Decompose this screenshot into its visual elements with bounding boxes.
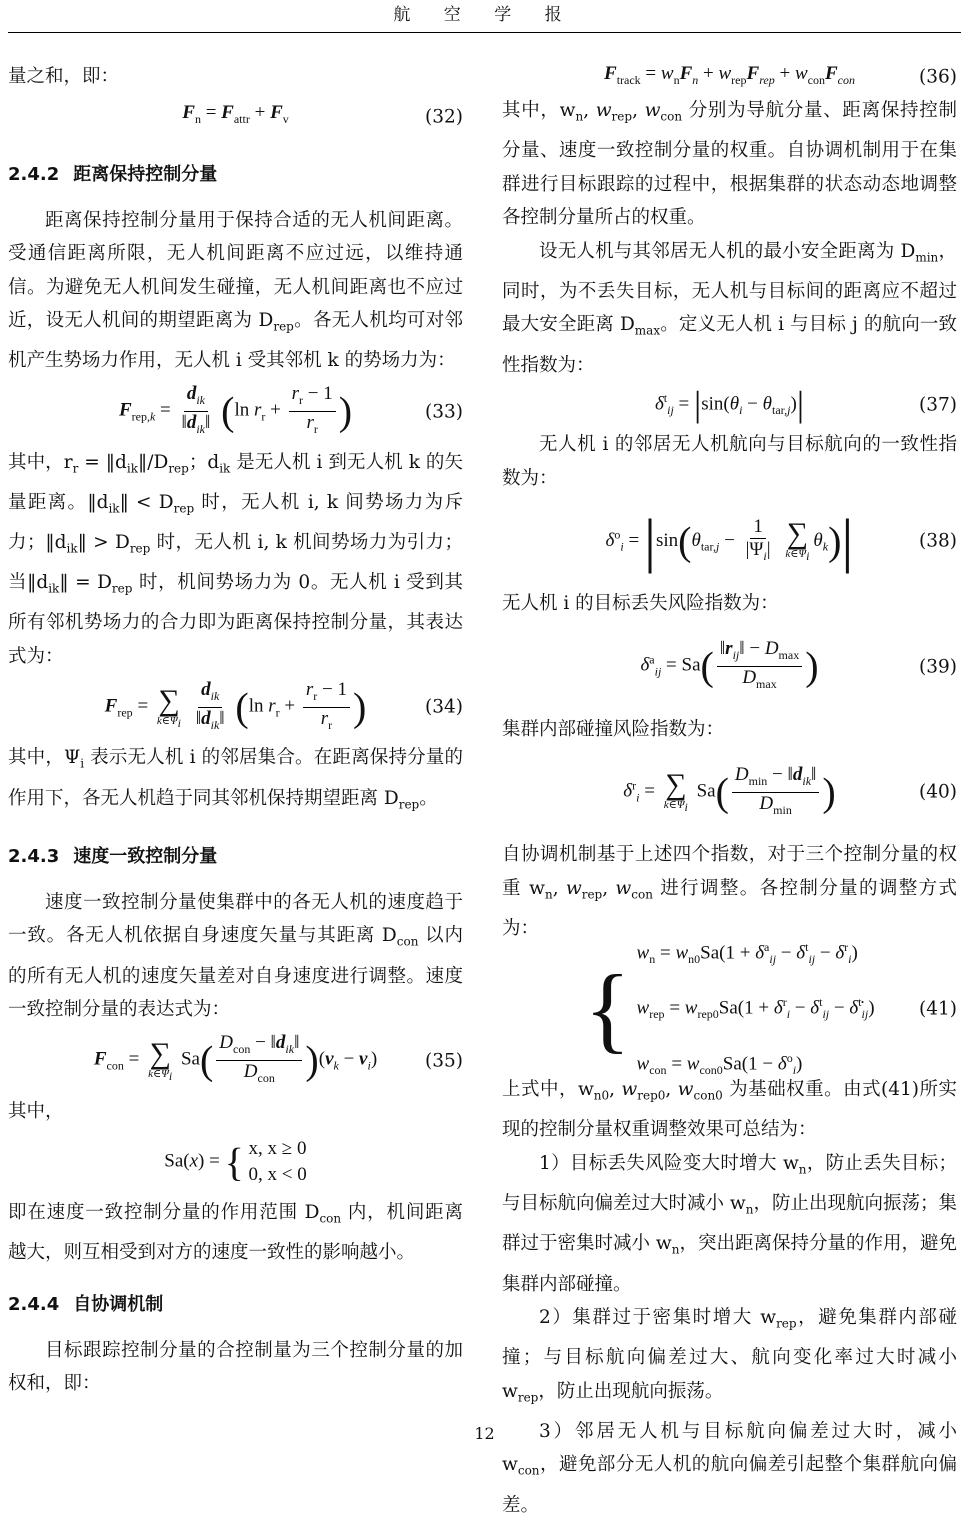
- equation-number: (41): [919, 998, 957, 1020]
- paragraph: 上式中，$w_{n0}$, $w_{rep0}$, $w_{con0}$ 为基础权重。由式(41)所实现的控制分量权重调整效果可总结为：: [502, 1079, 957, 1141]
- header-rule: [8, 32, 961, 33]
- equation-number: (33): [425, 400, 463, 422]
- paragraph: 其中，$\Psi_i$ 表示无人机 i 的邻居集合。在距离保持分量的作用下，各无人机趋于同其邻机保持期望距离 $D_{rep}$。: [8, 747, 463, 812]
- paragraph: 其中，$w_n$, $w_{rep}$, $w_{con}$ 分别为导航分量、距离保持控制分量、速度一致控制分量的权重。自协调机制用于在集群进行目标跟踪的过程中，根据集群的状态动态地调整各控制分量所占的权重。: [502, 100, 957, 229]
- paragraph: 无人机 i 的目标丢失风险指数为：: [502, 593, 779, 615]
- paragraph: 距离保持控制分量用于保持合适的无人机间距离。受通信距离所限，无人机间距离不应过远，以维持通信。为避免无人机间发生碰撞，无人机间距离也不应过近，设无人机间的期望距离为 $D_{rep}$。各无人机均可对邻机产生势场力作用，无人机 i 受其邻机 k 的势场力为：: [8, 209, 463, 372]
- paragraph: 其中，$r_r$ = $‖d_{ik}‖/D_{rep}$；$d_{ik}$ 是无人机 i 到无人机 k 的矢量距离。$‖d_{ik}‖ < D_{rep}$ 时，无人机 i, k 间势场力为斥力；$‖d_{ik}‖ > D_{rep}$ 时，无人机 i, k 机间势场力为引力；当$‖d_{ik}‖ = D_{rep}$ 时，机间势场力为 0。无人机 i 受到其所有邻机势场力的合力即为距离保持控制分量，其表达式为：: [8, 451, 463, 667]
- equation-number: (34): [425, 696, 463, 718]
- equation-number: (37): [919, 394, 957, 416]
- equation-number: (36): [919, 66, 957, 88]
- paragraph: 设无人机与其邻居无人机的最小安全距离为 $D_{min}$，同时，为不丢失目标，无人机与目标间的距离应不超过最大安全距离 $D_{max}$。定义无人机 i 与目标 j 的航向一致性指数为：: [502, 240, 957, 376]
- equation-number: (39): [919, 655, 957, 677]
- equation-number: (40): [919, 781, 957, 803]
- equation-39: $\delta^a_{ij} = Sa$( $\frac{‖r_{ij}‖ - D_{max}}{D_{max}}$ ) (39): [640, 638, 957, 691]
- equation-36: $F_{track} = w_nF_n + w_{rep}F_{rep} + w_{con}F_{con}$ (36): [502, 60, 957, 94]
- list-item: 2）集群过于密集时增大 $w_{rep}$，避免集群内部碰撞；与目标航向偏差过大、航向变化率过大时减小 $w_{rep}$，防止出现航向振荡。: [502, 1307, 957, 1405]
- section-heading-2-4-3: 2.4.3 速度一致控制分量: [8, 845, 218, 867]
- equation-34: $F_{rep}$ = ∑ $k\in\Psi_i$ $\frac{d_{ik}}{‖d_{ik}‖}$ (ln $r_r$ + $\frac{r_r - 1}{r_r}$ ) (34): [104, 679, 463, 732]
- equation-sa: Sa(x) = { x, x ≥ 0 0, x < 0: [164, 1138, 307, 1185]
- paragraph: 即在速度一致控制分量的作用范围 $D_{con}$ 内，机间距离越大，则互相受到对方的速度一致性的影响越小。: [8, 1202, 463, 1264]
- journal-header: 航 空 学 报: [393, 5, 576, 25]
- section-heading-2-4-4: 2.4.4 自协调机制: [8, 1293, 164, 1315]
- list-item: 3）邻居无人机与目标航向偏差过大时，减小 $w_{con}$，避免部分无人机的航向偏差引起整个集群航向偏差。: [502, 1420, 957, 1516]
- left-column: [8, 60, 463, 1401]
- paragraph: 目标跟踪控制分量的合控制量为三个控制分量的加权和，即：: [8, 1339, 463, 1395]
- equation-number: (38): [919, 530, 957, 552]
- equation-number: (35): [425, 1049, 463, 1071]
- equation-32: $F_n = F_{attr} + F_v$ (32): [8, 94, 463, 140]
- section-heading-2-4-2: 2.4.2 距离保持控制分量: [8, 163, 218, 185]
- paragraph: 集群内部碰撞风险指数为：: [502, 718, 725, 740]
- list-item: 1）目标丢失风险变大时增大 $w_n$，防止丢失目标；与目标航向偏差过大时减小 $w_n$，防止出现航向振荡；集群过于密集时减小 $w_n$，突出距离保持分量的作用，避免集群内部碰撞。: [502, 1152, 957, 1295]
- equation-number: (32): [425, 105, 463, 127]
- right-column: [502, 60, 957, 1522]
- paragraph: 速度一致控制分量使集群中的各无人机的速度趋于一致。各无人机依据自身速度矢量与其距离 $D_{con}$ 以内的所有无人机的速度矢量差对自身速度进行调整。速度一致控制分量的表达式为：: [8, 891, 463, 1020]
- paragraph: 其中，: [8, 1100, 64, 1122]
- equation-37: $\delta^t_{ij} = |\sin(\theta_i - \theta_{tar,j})|$ (37): [654, 384, 957, 425]
- equation-35: $F_{con}$ = ∑ $k\in\Psi_i$ Sa( $\frac{D_{con} - ‖d_{ik}‖}{D_{con}}$ )$(v_k - v_i)$ (35): [93, 1032, 463, 1085]
- paragraph: 无人机 i 的邻居无人机航向与目标航向的一致性指数为：: [502, 434, 957, 489]
- page-number: 12: [474, 1424, 495, 1443]
- equation-41: { $w_n = w_{n0}Sa(1 + \delta^a_{ij} - \delta^t_{ij} - \delta^r_i)$ $w_{rep} = w_{rep0}Sa(1 + \delta^r_i - \delta^t_{ij}$ − δ̇$^t_{ij}$) $w_{con} = w_{con0}Sa(1 - \delta^o_i)$ (41): [584, 939, 957, 1078]
- equation-33: $F_{rep,k}$ = $\frac{d_{ik}}{‖d_{ik}‖}$ (ln $r_r$ + $\frac{r_r - 1}{r_r}$ ) (33): [118, 383, 463, 436]
- paragraph: 自协调机制基于上述四个指数，对于三个控制分量的权重 $w_n$, $w_{rep}$, $w_{con}$ 进行调整。各控制分量的调整方式为：: [502, 844, 958, 939]
- intro-text: 量之和，即：: [8, 66, 120, 87]
- equation-38: $\delta^o_i = |\sin(\theta_{tar,j}$ − $\frac{1}{|\Psi_i|}$ ∑ $k\in\Psi_i$ $\theta_k)|$ (38): [605, 507, 957, 574]
- equation-40: $\delta^r_i$ = ∑ $k\in\Psi_i$ Sa( $\frac{D_{min} - ‖d_{ik}‖}{D_{min}}$ ) (40): [623, 763, 957, 817]
